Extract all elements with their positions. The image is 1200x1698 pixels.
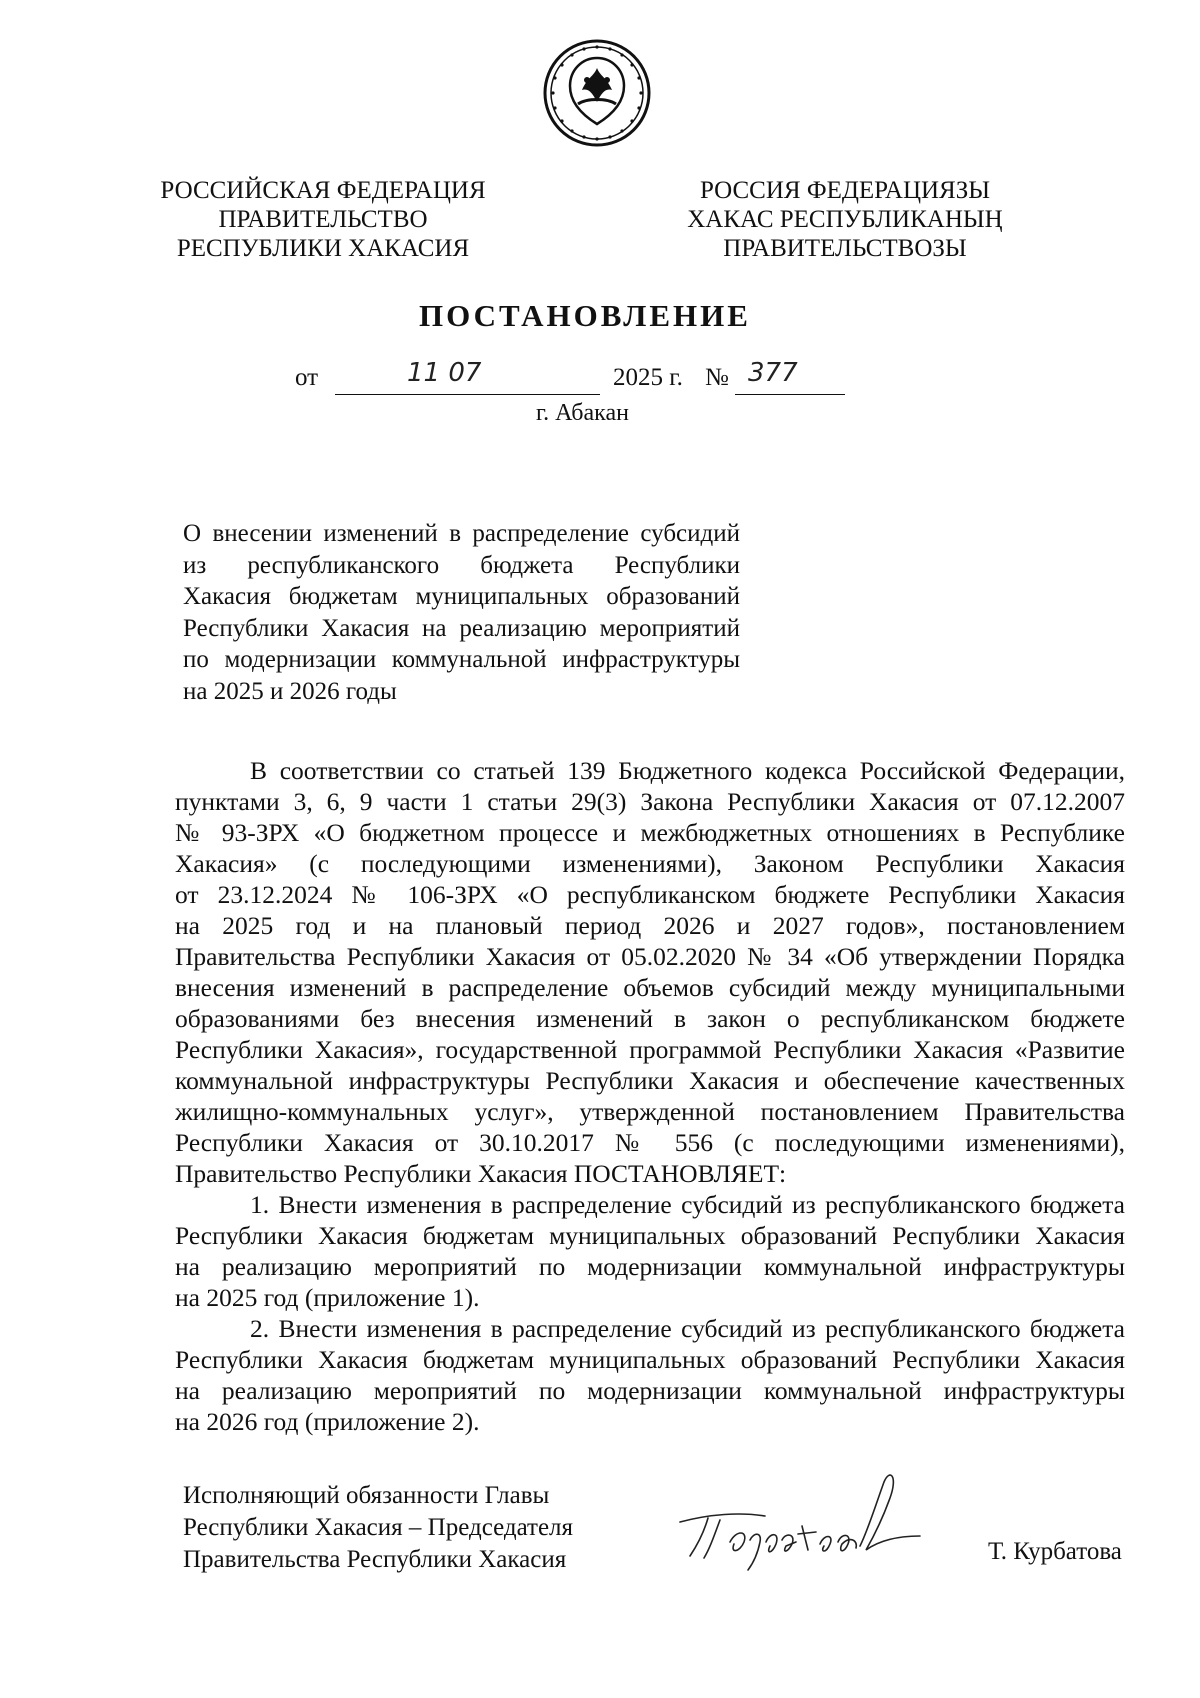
position-line: Исполняющий обязанности Главы bbox=[183, 1482, 550, 1509]
header-left-line: РЕСПУБЛИКИ ХАКАСИЯ bbox=[176, 235, 470, 262]
date-underline bbox=[335, 394, 600, 395]
date-prefix: от bbox=[295, 364, 319, 391]
subject-line: Хакасия бюджетам муниципальных образований bbox=[183, 583, 740, 610]
body-line: Правительство Республики Хакасия ПОСТАНОВЛЯЕТ: bbox=[175, 1159, 787, 1188]
year-label: 2025 г. bbox=[613, 364, 683, 391]
body-line: Республики Хакасия бюджетам муниципальных образований Республики Хакасия bbox=[175, 1221, 1125, 1250]
header-left-line: РОССИЙСКАЯ ФЕДЕРАЦИЯ bbox=[160, 177, 486, 204]
body-line: коммунальной инфраструктуры Республики Хакасия и обеспечение качественных bbox=[175, 1066, 1125, 1095]
body-line: 1. Внести изменения в распределение субсидий из республиканского бюджета bbox=[250, 1190, 1125, 1219]
body-line: образованиями без внесения изменений в закон о республиканском бюджете bbox=[175, 1004, 1125, 1033]
body-line: на 2025 год (приложение 1). bbox=[175, 1283, 480, 1312]
body-line: Республики Хакасия», государственной программой Республики Хакасия «Развитие bbox=[175, 1035, 1125, 1064]
subject-line: на 2025 и 2026 годы bbox=[183, 677, 397, 705]
body-line: на реализацию мероприятий по модернизации коммунальной инфраструктуры bbox=[175, 1376, 1125, 1405]
body-line: Республики Хакасия от 30.10.2017 № 556 (с последующими изменениями), bbox=[175, 1128, 1125, 1157]
khakassia-coat-of-arms-icon bbox=[542, 38, 652, 148]
header-right-line: ПРАВИТЕЛЬСТВОЗЫ bbox=[723, 235, 967, 262]
body-line: Республики Хакасия бюджетам муниципальных образований Республики Хакасия bbox=[175, 1345, 1125, 1374]
number-underline bbox=[735, 394, 845, 395]
city-label: г. Абакан bbox=[536, 400, 629, 426]
header-left bbox=[158, 176, 488, 263]
subject-line: Республики Хакасия на реализацию мероприятий bbox=[183, 614, 740, 642]
body-line: на 2025 год и на плановый период 2026 и 2027 годов», постановлением bbox=[175, 911, 1125, 940]
body-line: 2. Внести изменения в распределение субсидий из республиканского бюджета bbox=[250, 1314, 1125, 1343]
header-right bbox=[680, 176, 1010, 263]
signatory-position bbox=[183, 1480, 573, 1576]
body-line: Хакасия» (с последующими изменениями), Законом Республики Хакасия bbox=[175, 849, 1125, 878]
signer-name: Т. Курбатова bbox=[988, 1538, 1122, 1565]
document-title: ПОСТАНОВЛЕНИЕ bbox=[419, 298, 751, 333]
body-line: внесения изменений в распределение объемов субсидий между муниципальными bbox=[175, 973, 1125, 1002]
handwritten-date: 11 07 bbox=[407, 358, 482, 388]
body-line: В соответствии со статьей 139 Бюджетного кодекса Российской Федерации, bbox=[250, 756, 1125, 785]
handwritten-number: 377 bbox=[748, 358, 798, 388]
header-right-line: РОССИЯ ФЕДЕРАЦИЯЗЫ bbox=[699, 177, 991, 204]
body-line: жилищно-коммунальных услуг», утвержденной постановлением Правительства bbox=[175, 1097, 1125, 1126]
header-right-line: ХАКАС РЕСПУБЛИКАНЫҢ bbox=[687, 206, 1003, 233]
subject-line: О внесении изменений в распределение субсидий bbox=[183, 520, 740, 547]
body-line: на реализацию мероприятий по модернизации коммунальной инфраструктуры bbox=[175, 1252, 1125, 1281]
body-line: пунктами 3, 6, 9 части 1 статьи 29(3) Закона Республики Хакасия от 07.12.2007 bbox=[175, 787, 1125, 816]
subject-block bbox=[183, 518, 740, 707]
subject-line: по модернизации коммунальной инфраструктуры bbox=[183, 646, 740, 673]
body-line: Правительства Республики Хакасия от 05.02.2020 № 34 «Об утверждении Порядка bbox=[175, 942, 1125, 971]
handwritten-signature-icon bbox=[670, 1470, 940, 1580]
body-line: от 23.12.2024 № 106-ЗРХ «О республиканском бюджете Республики Хакасия bbox=[175, 880, 1125, 909]
position-line: Республики Хакасия – Председателя bbox=[183, 1514, 574, 1541]
header-left-line: ПРАВИТЕЛЬСТВО bbox=[218, 206, 428, 233]
body-line: на 2026 год (приложение 2). bbox=[175, 1407, 480, 1436]
body-text bbox=[175, 755, 1125, 1437]
body-line: № 93-ЗРХ «О бюджетном процессе и межбюджетных отношениях в Республике bbox=[175, 818, 1125, 847]
number-sign: № bbox=[705, 364, 729, 391]
subject-line: из республиканского бюджета Республики bbox=[183, 551, 740, 579]
position-line: Правительства Республики Хакасия bbox=[183, 1546, 567, 1573]
